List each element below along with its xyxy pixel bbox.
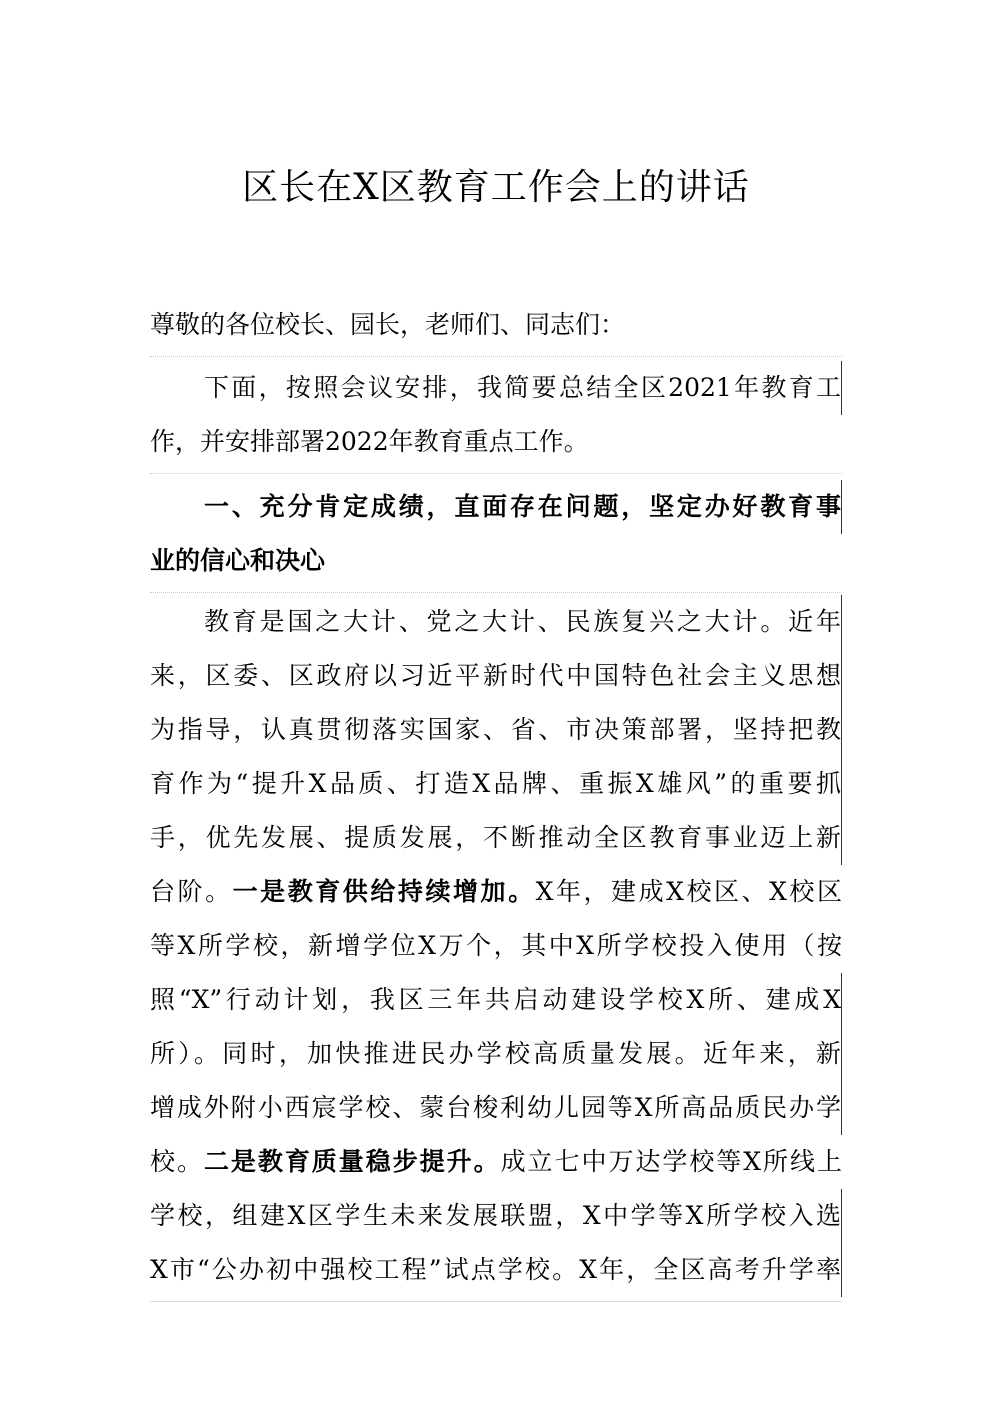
body-text: 校。 (150, 1147, 204, 1176)
point-heading-2: 二是教育质量稳步提升。 (203, 1147, 501, 1176)
body-line: 教育是国之大计、党之大计、民族复兴之大计。近年 (150, 595, 842, 649)
body-line (150, 1135, 842, 1189)
body-line: 来，区委、区政府以习近平新时代中国特色社会主义思想 (150, 649, 842, 703)
paragraph-divider (150, 356, 842, 357)
body-line: 育作为“提升X品质、打造X品牌、重振X雄风”的重要抓 (150, 757, 842, 811)
section-heading-1 (150, 480, 842, 593)
paragraph-divider (150, 1301, 842, 1302)
document-title: 区长在X区教育工作会上的讲话 (242, 167, 750, 208)
body-line: 所）。同时，加快推进民办学校高质量发展。近年来，新 (150, 1027, 842, 1081)
body-line: 为指导，认真贯彻落实国家、省、市决策部署，坚持把教 (150, 703, 842, 757)
body-line: 照“X”行动计划，我区三年共启动建设学校X所、建成X (150, 973, 842, 1027)
body-line: X市“公办初中强校工程”试点学校。X年，全区高考升学率 (150, 1243, 842, 1297)
body-line: 手，优先发展、提质发展，不断推动全区教育事业迈上新 (150, 811, 842, 865)
body-text: X年，建成X校区、X校区 (535, 877, 842, 906)
body-line: 学校，组建X区学生未来发展联盟，X中学等X所学校入选 (150, 1189, 842, 1243)
intro-line-2: 作，并安排部署2022年教育重点工作。 (150, 427, 589, 456)
paragraph-divider (150, 592, 842, 593)
body-line (150, 865, 842, 919)
salutation-block (150, 298, 842, 357)
paragraph-divider (150, 473, 842, 474)
point-heading-1: 一是教育供给持续增加。 (232, 877, 536, 906)
intro-paragraph (150, 361, 842, 474)
body-paragraph (150, 595, 842, 1302)
body-line: 等X所学校，新增学位X万个，其中X所学校投入使用（按 (150, 931, 842, 960)
body-line: 增成外附小西宸学校、蒙台梭利幼儿园等X所高品质民办学 (150, 1081, 842, 1135)
body-text: 台阶。 (150, 877, 233, 906)
section-heading-line-2: 业的信心和决心 (150, 546, 326, 575)
intro-line-1: 下面，按照会议安排，我简要总结全区2021年教育工 (150, 361, 842, 415)
section-heading-line-1: 一、充分肯定成绩，直面存在问题，坚定办好教育事 (150, 480, 842, 534)
salutation: 尊敬的各位校长、园长，老师们、同志们： (150, 310, 626, 339)
body-text: 成立七中万达学校等X所线上 (500, 1147, 842, 1176)
